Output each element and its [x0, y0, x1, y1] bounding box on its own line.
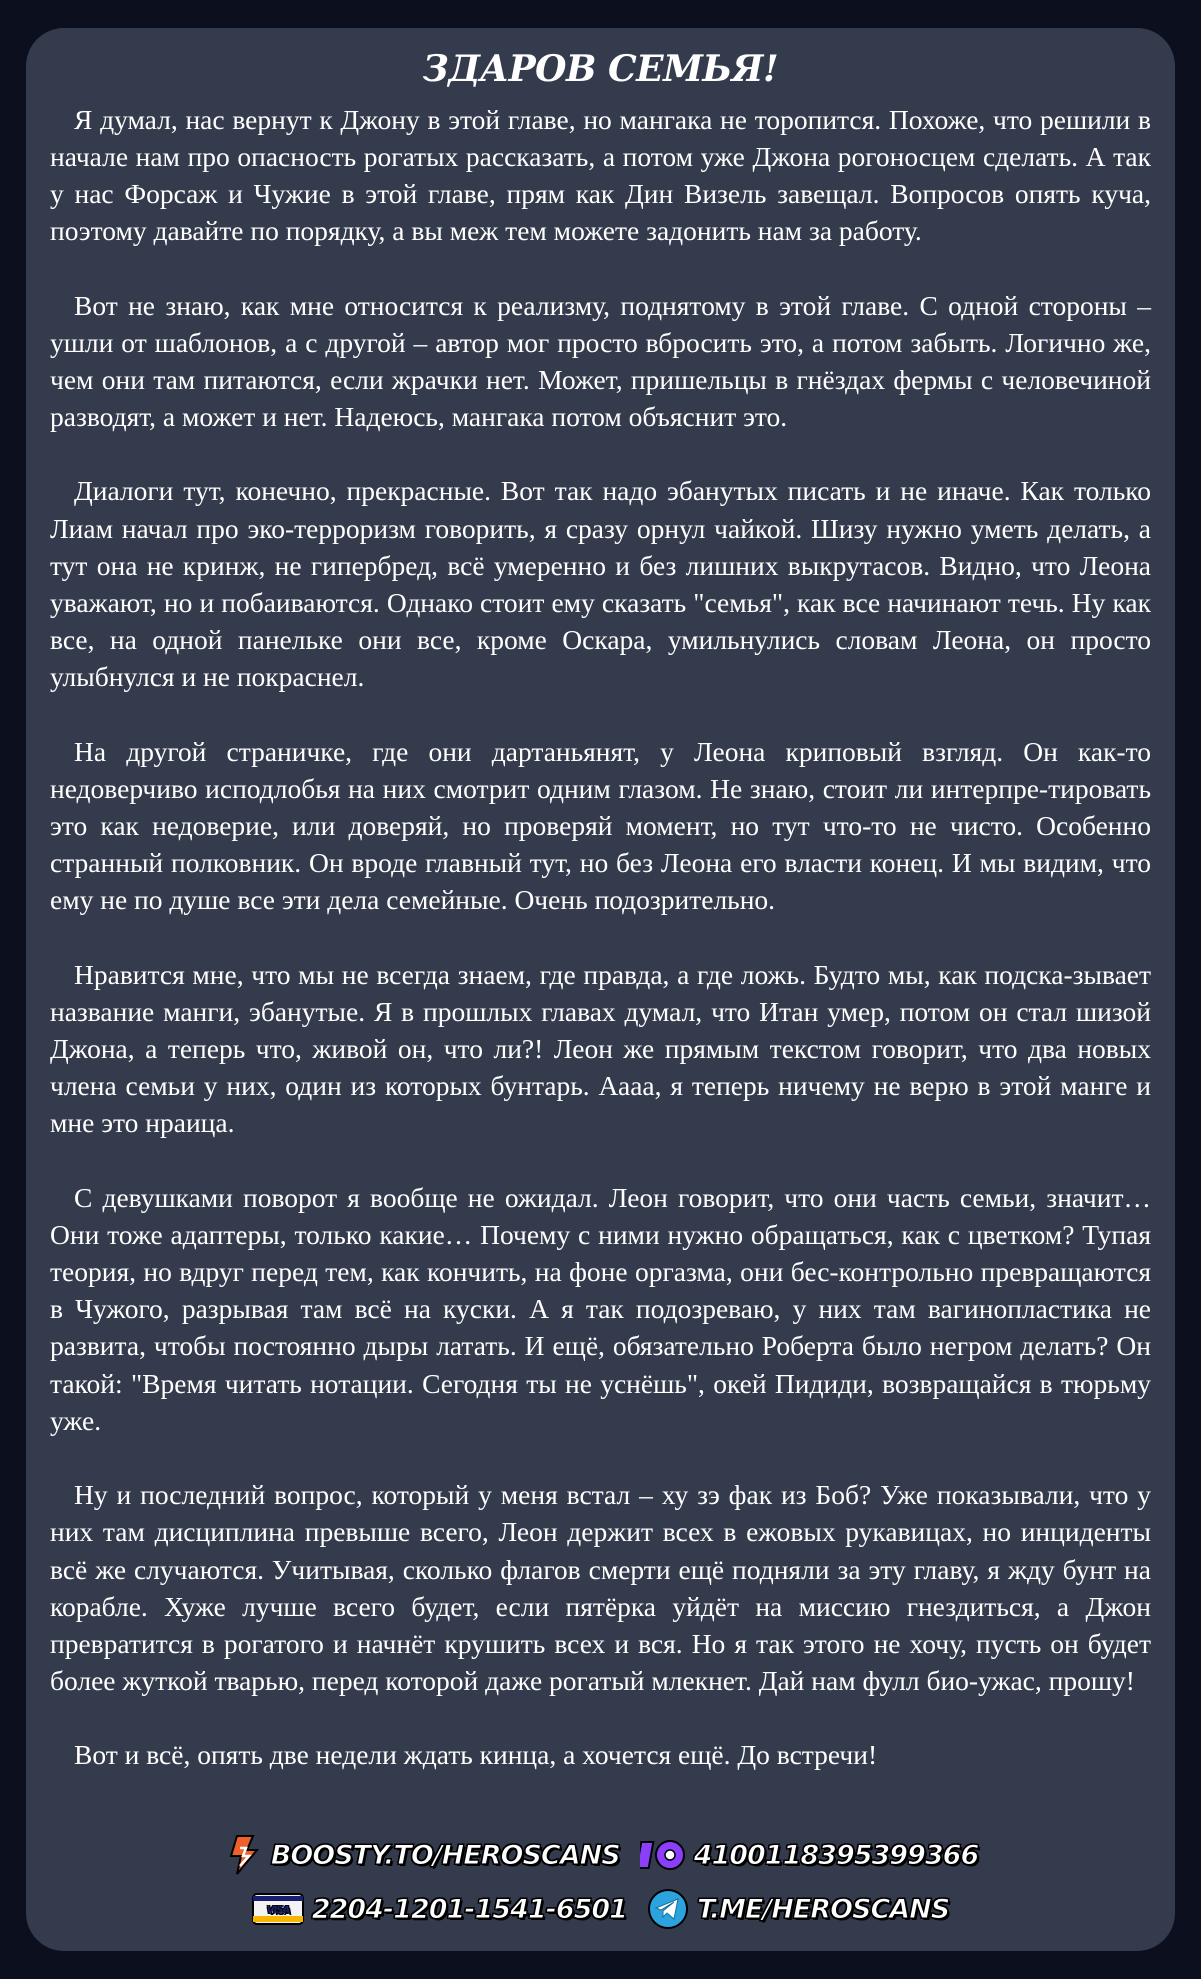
- boosty-icon: [223, 1834, 263, 1876]
- paragraph-6: С девушками поворот я вообще не ожидал. Леон говорит, что они часть семьи, значит… Они тоже адаптеры, только какие… Почему с ними нужно обращаться, как с цветком? Тупая теория, но вдруг перед тем, как кончить, на фоне оргазма, они бес-контрольно превращаются в Чужого, разрывая там всё на куски. А я так подозреваю, у них там вагинопластика не развита, чтобы постоянно дыры латать. И ещё, обязательно Роберта было негром делать? Он такой: "Время читать нотации. Сегодня ты не уснёшь", окей Пидиди, возвращайся в тюрьму уже.: [50, 1181, 1151, 1436]
- card-number: 2204-1201-1541-6501: [311, 1893, 627, 1925]
- card-number-item[interactable]: [252, 1892, 627, 1926]
- paragraph-8: Вот и всё, опять две недели ждать кинца, а хочется ещё. До встречи!: [74, 1739, 878, 1771]
- paragraph-2: Вот не знаю, как мне относится к реализму, поднятому в этой главе. С одной стороны – ушли от шаблонов, а с другой – автор мог просто вбросить это, а потом забыть. Логично же, чем они там питаются, если жрачки нет. Может, пришельцы в гнёздах фермы с человечиной разводят, а может и нет. Надеюсь, мангака потом объяснит это.: [50, 289, 1151, 433]
- boosty-url: BOOSTY.TO/HEROSCANS: [270, 1839, 620, 1871]
- footer-row-1: [26, 1831, 1175, 1879]
- donation-footer: [26, 1831, 1175, 1939]
- paragraph-7: Ну и последний вопрос, который у меня встал – ху зэ фак из Боб? Уже показывали, что у них там дисциплина превыше всего, Леон держит всех в ежовых рукавицах, но инциденты всё же случаются. Учитывая, сколько флагов смерти ещё подняли за эту главу, я жду бунт на корабле. Хуже лучше всего будет, если пятёрка уйдёт на миссию гнездиться, а Джон превратится в рогатого и начнёт крушить всех и вся. Но я так этого не хочу, пусть он будет более жуткой тварью, перед которой даже рогатый млекнет. Дай нам фулл био-ужас, прошу!: [50, 1479, 1151, 1697]
- paragraph-3: Диалоги тут, конечно, прекрасные. Вот так надо эбанутых писать и не иначе. Как только Лиам начал про эко-терроризм говорить, я сразу орнул чайкой. Шизу нужно уметь делать, а тут она не кринж, не гипербред, всё умеренно и без лишних выкрутасов. Видно, что Леона уважают, но и побаиваются. Однако стоит ему сказать "семья", как все начинают течь. Ну как все, на одной панельке они все, кроме Оскара, умильнулись словам Леона, он просто улыбнулся и не покраснел.: [50, 475, 1151, 693]
- paragraph-4: На другой страничке, где они дартаньянят, у Леона криповый взгляд. Он как-то недоверчиво исподлобья на них смотрит одним глазом. Не знаю, стоит ли интерпре-тировать это как недоверие, или доверяй, но проверяй момент, но тут что-то не чисто. Особенно странный полковник. Он вроде главный тут, но без Леона его власти конец. И мы видим, что ему не по душе все эти дела семейные. Очень подозрительно.: [50, 735, 1151, 916]
- boosty-link[interactable]: [223, 1834, 620, 1876]
- yoomoney-number: 4100118395399366: [693, 1839, 979, 1871]
- yoomoney-wallet[interactable]: [640, 1838, 979, 1872]
- footer-row-2: [26, 1885, 1175, 1933]
- afterword-card: [26, 28, 1175, 1951]
- visa-label: VISA: [266, 1905, 289, 1916]
- paragraph-5: Нравится мне, что мы не всегда знаем, где правда, а где ложь. Будто мы, как подска-зывает название манги, эбанутые. Я в прошлых главах думал, что Итан умер, потом он стал шизой Джона, а теперь что, живой он, что ли?! Леон же прямым текстом говорит, что два новых члена семьи у них, один из которых бунтарь. Аааа, я теперь ничему не верю в этой манге и мне это нраица.: [50, 958, 1151, 1139]
- telegram-url: T.ME/HEROSCANS: [696, 1893, 950, 1925]
- paragraph-1: Я думал, нас вернут к Джону в этой главе, но мангака не торопится. Похоже, что решили в начале нам про опасность рогатых рассказать, а потом уже Джона рогоносцем сделать. А так у нас Форсаж и Чужие в этой главе, прям как Дин Визель завещал. Вопросов опять куча, поэтому давайте по порядку, а вы меж тем можете задонить нам за работу.: [50, 103, 1151, 247]
- page-title: ЗДАРОВ СЕМЬЯ!: [422, 48, 779, 90]
- yoomoney-icon: [640, 1838, 686, 1872]
- telegram-icon: [647, 1888, 689, 1930]
- telegram-link[interactable]: [647, 1888, 949, 1930]
- visa-card-icon: [252, 1892, 304, 1926]
